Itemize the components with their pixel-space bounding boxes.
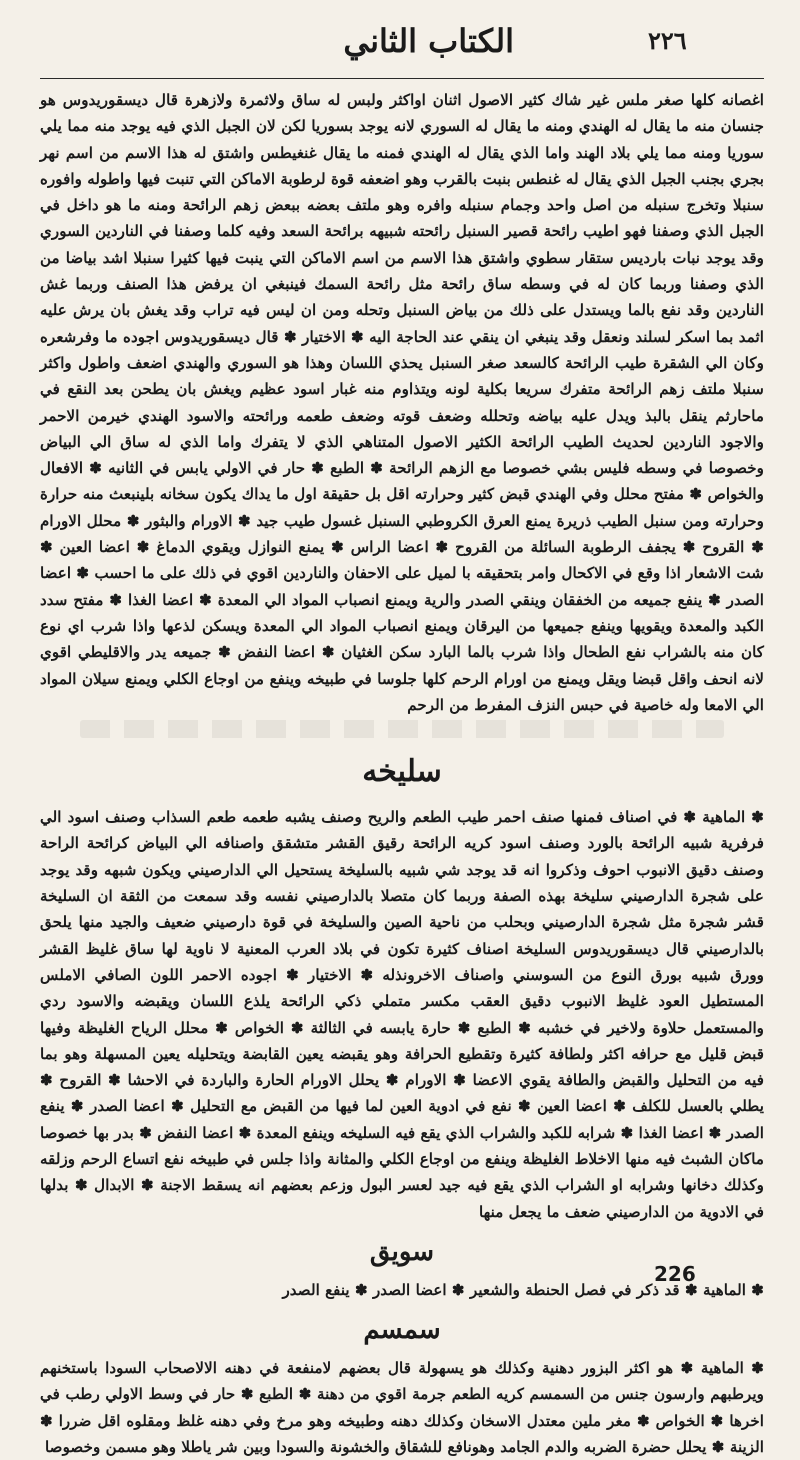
page-number-top: ٢٢٦ [648, 26, 687, 55]
main-text [40, 87, 764, 718]
section-text: ✽ الماهية ✽ في اصناف فمنها صنف احمر طيب الطعم والريح وصنف يشبه طعمه طعم السذاب وصنف اسود الي فرفرية شبيه الرائحة بالورد وصنف اسود كريه الرائحة رقيق القشر متشقق واصنافه الي البياض كرائحة الراحة وصنف دقيق الانبوب احوف وذكروا انه قد يوجد شي شبيه بالسليخة يستحيل الي الدارصيني ويكون شبهه وقد يوجد على شجرة الدارصيني سليخة بهذه الصفة وربما كان متصلا بالدارصيني نفسه وقد سمعت من الثقة ان السليخة قشر شجرة مثل شجرة الدارصيني وبحلب من ناحية الصين والسليخة في قوة دارصيني ضعيف والجيد منها يلحق بالدارصيني قال ديسقوريدوس السليخة اصناف كثيرة تكون في بلاد العرب المعنية لا ناوية لها ساق غليظ القشر وورق شبيه بورق النوع من السوسني واصناف الاخرونذله ✽ الاختيار ✽ اجوده الاحمر اللون الصافي الاملس المستطيل العود غليظ الانبوب دقيق العقب مكسر متملي ذكي الرائحة يلذع اللسان ويقبضه والاسود ردي والمستعمل حلاوة ولاخير في خشبه ✽ الطبع ✽ حارة يابسه في الثالثة ✽ الخواص ✽ محلل الرياح الغليظة وفيها قبض قليل مع حرافه اكثر ولطافة كثيرة وتقطيع الحرافة وهو يقبضه يعين القابضة ويتحليله يعين المسهلة وهو بما فيه من التحليل والقبض والطافة يقوي الاعضا ✽ الاورام ✽ يحلل الاورام الحارة والباردة في الاحشا ✽ القروح ✽ يطلي بالعسل للكلف ✽ اعضا العين ✽ نفع في ادوية العين لما فيها من القبض مع التحليل ✽ اعضا الصدر ✽ ينفع الصدر ✽ اعضا الغذا ✽ شرابه للكبد والشراب الذي يقع فيه السليخه وينفع المعدة ✽ اعضا النفض ✽ بدر بها خصوصا ماكان الشبث فيه منها الاخلاط الغليظة وينفع من اوجاع الكلي والمثانة واذا جلس في طبيخه نفع اتساع الرحم وزلقه وكذلك دخانها وشرابه او الشراب الذي يقع فيه جيد لعسر البول وزعم بعضهم انه يسقط الاجنة ✽ الابدال ✽ بدلها في الادوية من الدارصيني ضعف ما يجعل منها [40, 808, 764, 1221]
section-heading-sawiq: سويق [369, 1236, 435, 1267]
intro-paragraph: اغصانه كلها صغر ملس غير شاك كثير الاصول اثنان اواكثر ولبس له ساق ولاثمرة ولازهرة قال ديسقوريدوس هو جنسان منه ما يقال له الهندي ومنه ما يقال له السوري لانه يوجد بسوريا لكن لان الجبل الذي فيه يوجد منه مما يلي سوريا ومنه مما يلي بلاد الهند واما الذي يقال له الهندي فمنه ما يقال غنغيطس واشتق له هذا الاسم من اسم نهر بجري بجنب الجبل الذي يقال له غنطس بنبت بالقرب وهو اضعفه قوة لرطوبة الاماكن التي تنبت فيها واطوله وافوره سنبلا وتخرج سنبله من اصل واحد وجمام سنبله وافره وهو ملتف بعضه ببعض زهم الرائحة ومنه ما هو داخل في الجبل الذي وصفنا فهو اطيب رائحة قصير السنبل رائحته شبيهه برائحة السعد وفيه كلما وصفنا في الناردين السوري وقد يوجد نبات بارديس ستقار سطوي واشتق هذا الاسم من اسم الاماكن التي ينبت فيها كثيرا سنبلا اشد بياضا من الذي وصفنا وربما كان له في وسطه ساق رائحة مثل رائحة السمك فينبغي ان يرفض هذا الصنف وربما غش الناردين وقد نفع بالما ويستدل على ذلك من بياض السنبل وتحله ومن ان ليس فيه تراب وقد يغش بان يرش عليه اثمد بما اسكر لسلند ونعقل وقد ينبغي ان ينقي عند الحاجة اليه ✽ الاختيار ✽ قال ديسقوريدوس اجوده ما وفرشعره وكان الي الشقرة طيب الرائحة كالسعد صغر السنبل يحذي اللسان وهذا هو السوري والهندي اضعف واطول واكثر سنبلا ملتف زهم الرائحة متفرك سريعا بكلية لونه ويتذاوم منه غبار اسود عظيم ويغش بان يطحن بعد النقع في ماحارثم ينقل بالبذ ويدل عليه بياضه وتحلله وضعف قوته وضعف طعمه ورائحته والاسود الهندي خيرمن الاحمر والاجود الناردين لحديث الطيب الرائحة الكثير الاصول المتناهي الذي لا يتفرك واما الذي له ساق الي البياض وخصوصا في وسطه فليس بشي خصوصا مع الزهم الرائحة ✽ الطبع ✽ حار في الاولي يابس في الثانيه ✽ الافعال والخواص ✽ مفتح محلل وفي الهندي قبض كثير وحرارته اقل بل حقيقة اول ما يداك يكون سخانه بلينبعث منه حرارة وحرارته ومن سنبل الطيب ذريرة يمنع العرق الكروطبي السنبل غسول طيب جيد ✽ الاورام والبثور ✽ محلل الاورام ✽ القروح ✽ يجفف الرطوبة السائلة من القروح ✽ اعضا الراس ✽ يمنع النوازل ويقوي الدماغ ✽ اعضا العين ✽ شت الاشعار اذا وقع في الاكحال وامر بتحقيقه با لميل على الاحفان والناردين اقوي في ذلك على ما احسب ✽ اعضا الصدر ✽ ينفع جميعه من الخفقان وينقي الصدر والرية ويمنع انصباب المواد الي المعدة ✽ اعضا الغذا ✽ مفتح سدد الكبد والمعدة ويقويها وينفع جميعها من اليرقان ويمنع انصباب المواد الي المعدة ويسكن لذعها واذا شرب اي نوع كان منه بالشراب نفع الطحال واذا شرب بالما البارد سكن الغثيان ✽ اعضا النفض ✽ جميعه يدر والاقليطي اقوي لانه انحف واقل قبضا ويقل ويمنع من اورام الرحم كلها جلوسا في طبيخه وينفع من اوجاع الكلي ويمنع سيلان المواد الي الامعا وله خاصية في حبس النزف المفرط من الرحم [40, 91, 764, 714]
section-heading-salikha: سليخه [362, 754, 442, 790]
section-heading-simsim: سمسم [363, 1315, 441, 1346]
page-number-bottom: 226 [654, 1262, 696, 1286]
section-text: ✽ الماهية ✽ هو اكثر البزور دهنية وكذلك هو يسهولة قال بعضهم لامنفعة في دهنه الالاصحاب السودا باستخنهم ويرطبهم وارسون جنس من السمسم كريه الطعم جرمة اقوي من دهنة ✽ الطبع ✽ حار في وسط الاولي رطب في اخرها ✽ الخواص ✽ مغر ملين معتدل الاسخان وكذلك دهنه وطبيخه وهو مرخ وفي دهنه غلظ ومقلوه اقل ضررا ✽ الزينة ✽ يحلل حضرة الضربه والدم الجامد وهونافع للشقاق والخشونة والسودا وبين شر ياطلا وهو مسمن وخصوصا [40, 1359, 764, 1457]
section-body-simsim [40, 1355, 764, 1460]
running-header [40, 20, 764, 79]
running-title: الكتاب الثاني [343, 22, 514, 60]
section-text: ✽ الماهية ✽ قد ذكر في فصل الحنطة والشعير ✽ اعضا الصدر ✽ ينفع الصدر [282, 1280, 764, 1299]
bleed-through-noise [80, 720, 724, 738]
section-body-salikha [40, 804, 764, 1225]
